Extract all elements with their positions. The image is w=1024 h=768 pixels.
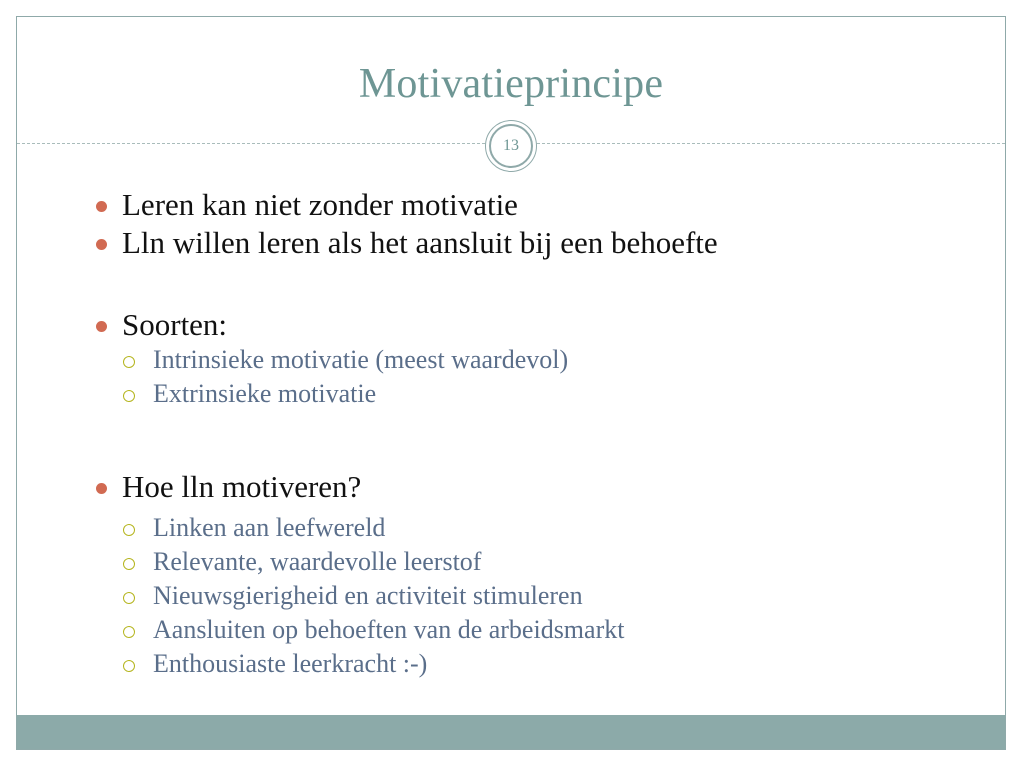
- sub-bullet-text: Nieuwsgierigheid en activiteit stimuleren: [153, 581, 583, 610]
- bullet-dot-icon: [96, 321, 107, 332]
- bullet-ring-icon: [123, 390, 135, 402]
- sub-bullet-text: Linken aan leefwereld: [153, 513, 386, 542]
- sub-bullet-item: [153, 583, 583, 609]
- sub-bullet-item: [153, 549, 481, 575]
- sub-bullet-text: Aansluiten op behoeften van de arbeidsmarkt: [153, 615, 625, 644]
- sub-bullet-text: Enthousiaste leerkracht :-): [153, 649, 428, 678]
- bullet-text: Soorten:: [122, 307, 228, 342]
- bullet-ring-icon: [123, 660, 135, 672]
- bullet-ring-icon: [123, 626, 135, 638]
- bullet-dot-icon: [96, 239, 107, 250]
- sub-bullet-item: [153, 381, 376, 407]
- sub-bullet-text: Extrinsieke motivatie: [153, 379, 377, 408]
- sub-bullet-item: [153, 617, 624, 643]
- bullet-item: [122, 309, 227, 340]
- bullet-item: [122, 471, 361, 502]
- page-number: 13: [489, 124, 533, 168]
- bullet-dot-icon: [96, 483, 107, 494]
- slide-title: Motivatieprincipe: [358, 61, 664, 107]
- bullet-text: Hoe lln motiveren?: [122, 469, 362, 504]
- bullet-item: [122, 189, 518, 220]
- slide-content: [17, 17, 1005, 749]
- bullet-text: Leren kan niet zonder motivatie: [122, 187, 518, 222]
- slide: [16, 16, 1006, 750]
- bullet-item: [122, 227, 718, 258]
- bullet-ring-icon: [123, 356, 135, 368]
- sub-bullet-text: Relevante, waardevolle leerstof: [153, 547, 482, 576]
- sub-bullet-item: [153, 515, 385, 541]
- bullet-ring-icon: [123, 592, 135, 604]
- sub-bullet-text: Intrinsieke motivatie (meest waardevol): [153, 345, 569, 374]
- bullet-dot-icon: [96, 201, 107, 212]
- bullet-ring-icon: [123, 558, 135, 570]
- sub-bullet-item: [153, 347, 568, 373]
- sub-bullet-item: [153, 651, 427, 677]
- bullet-text: Lln willen leren als het aansluit bij een behoefte: [122, 225, 718, 260]
- bullet-ring-icon: [123, 524, 135, 536]
- footer-bar: [17, 715, 1005, 749]
